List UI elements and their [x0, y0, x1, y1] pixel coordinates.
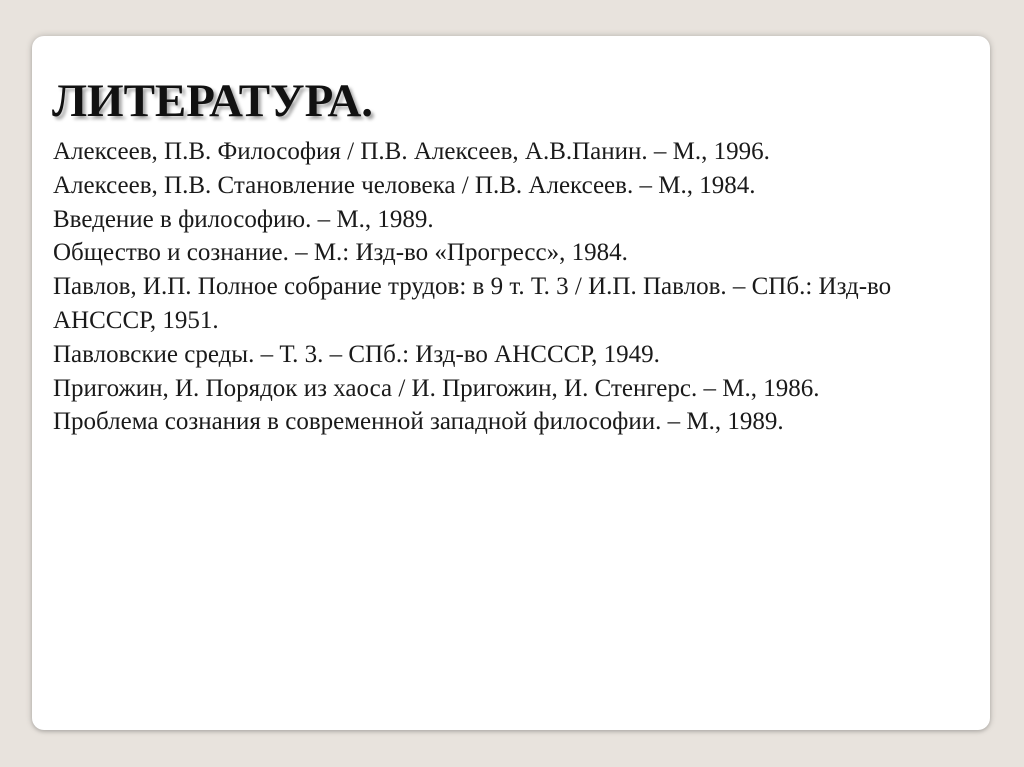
reference-item: Павловские среды. – Т. 3. – СПб.: Изд-во АНСССР, 1949.: [53, 340, 660, 368]
reference-item: Алексеев, П.В. Философия / П.В. Алексеев, А.В.Панин. – М., 1996.: [53, 138, 770, 165]
slide-card: [32, 36, 990, 730]
slide-title: ЛИТЕРАТУРА.: [52, 75, 374, 127]
reference-item: Алексеев, П.В. Становление человека / П.В. Алексеев. – М., 1984.: [53, 171, 756, 199]
reference-item: Проблема сознания в современной западной философии. – М., 1989.: [53, 408, 784, 436]
references-list: [53, 135, 973, 439]
reference-item: Павлов, И.П. Полное собрание трудов: в 9 т. Т. 3 / И.П. Павлов. – СПб.: Изд-во АНСССР, 1951.: [53, 273, 892, 334]
reference-item: Пригожин, И. Порядок из хаоса / И. Пригожин, И. Стенгерс. – М., 1986.: [53, 374, 820, 402]
reference-item: Общество и сознание. – М.: Изд-во «Прогресс», 1984.: [53, 239, 628, 267]
reference-item: Введение в философию. – М., 1989.: [53, 205, 434, 233]
